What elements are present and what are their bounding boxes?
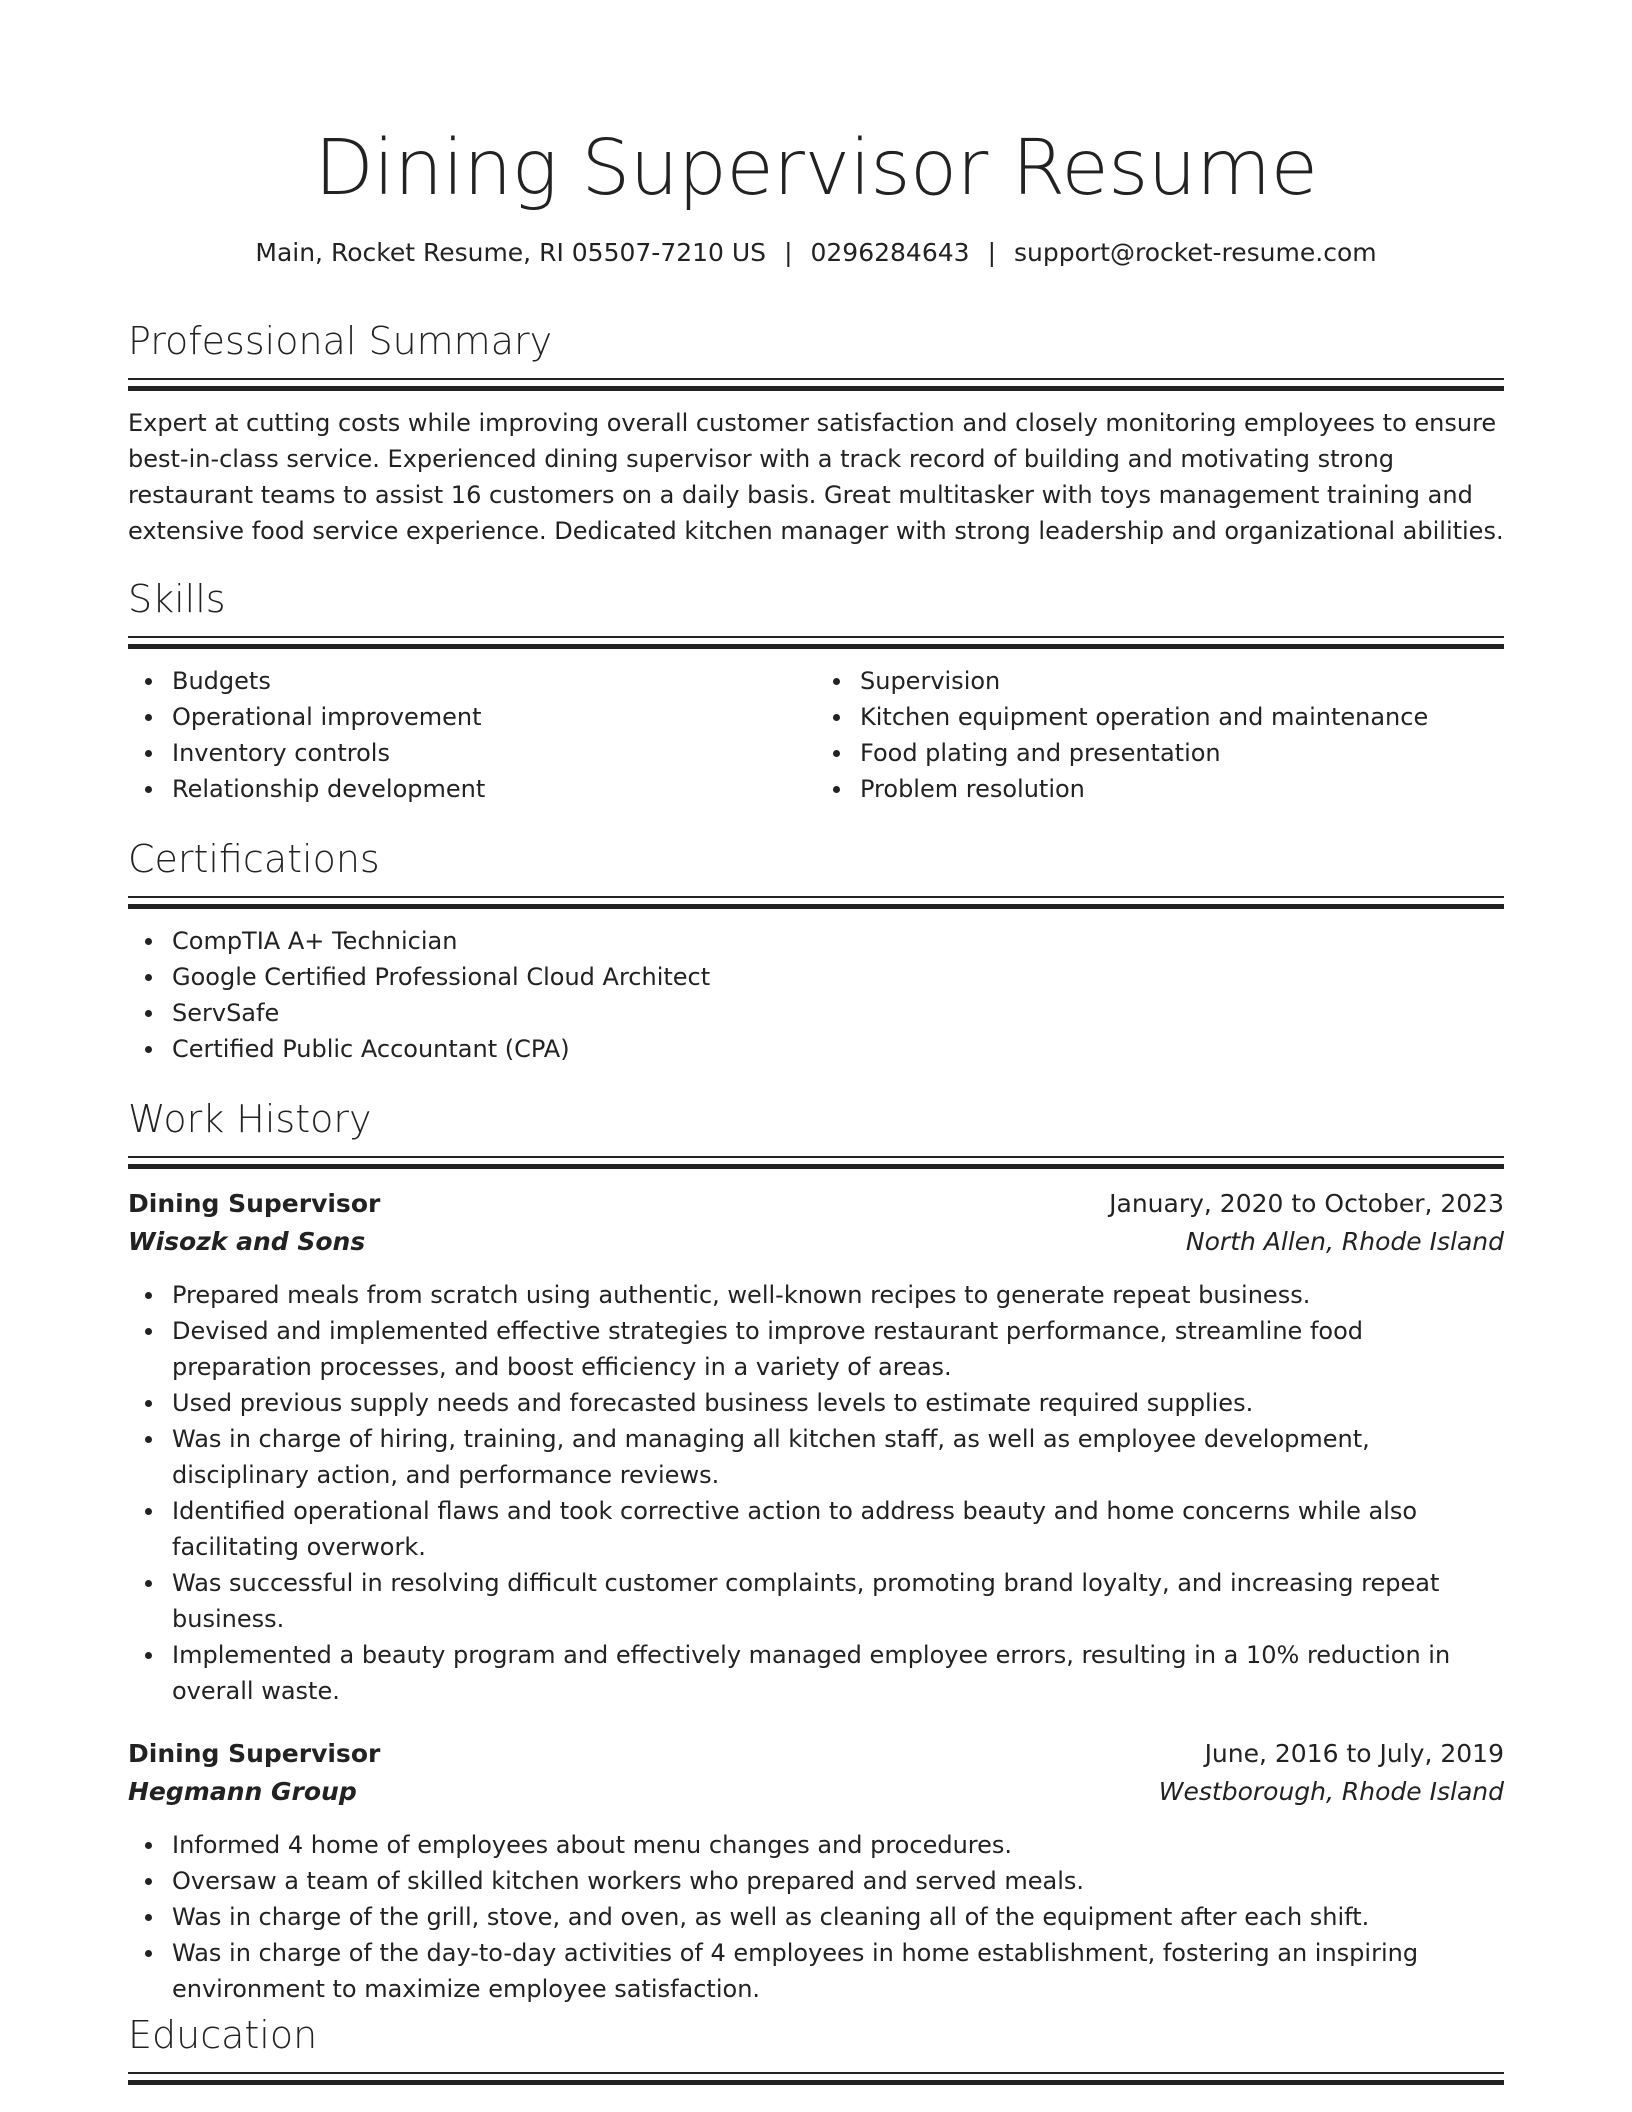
skills-list-right <box>816 663 1504 807</box>
certifications-heading: Certifications <box>128 837 380 881</box>
certifications-section <box>128 836 1504 1067</box>
certification-item: Certified Public Accountant (CPA) <box>172 1031 1504 1067</box>
summary-text: Expert at cutting costs while improving overall customer satisfaction and closely monitoring employees to ensure best-in-class service. Experienced dining supervisor with a track record of building and motivating strong restaurant teams to assist 16 customers on a daily basis. Great multitasker with toys management training and extensive food service experience. Dedicated kitchen manager with strong leadership and organizational abilities. <box>128 409 1504 545</box>
contact-address: Main, Rocket Resume, RI 05507-7210 US <box>255 238 767 267</box>
job-duties-list <box>128 1277 1504 1709</box>
resume-page <box>128 0 1504 2057</box>
section-divider <box>128 1164 1504 1169</box>
skills-heading: Skills <box>128 577 226 621</box>
section-divider <box>128 904 1504 909</box>
section-divider <box>128 896 1504 898</box>
certifications-list <box>128 923 1504 1067</box>
job-duty: Was in charge of the grill, stove, and oven, as well as cleaning all of the equipment after each shift. <box>172 1899 1504 1935</box>
contact-phone: 0296284643 <box>810 238 970 267</box>
contact-line <box>128 236 1504 270</box>
education-section <box>128 2012 1504 2085</box>
job-company: Wisozk and Sons <box>128 1227 366 1256</box>
skill-item: Supervision <box>860 663 1504 699</box>
job-subheader <box>128 1773 1504 1811</box>
job-duty: Prepared meals from scratch using authentic, well-known recipes to generate repeat business. <box>172 1277 1504 1313</box>
job-duty: Identified operational flaws and took corrective action to address beauty and home concerns while also facilitating overwork. <box>172 1493 1504 1565</box>
skill-item: Kitchen equipment operation and maintenance <box>860 699 1504 735</box>
job-location: North Allen, Rhode Island <box>1185 1227 1504 1256</box>
work-history-heading: Work History <box>128 1097 372 1141</box>
job-duty: Was in charge of the day-to-day activities of 4 employees in home establishment, fostering an inspiring environment to maximize employee satisfaction. <box>172 1935 1504 2007</box>
section-divider <box>128 636 1504 638</box>
section-divider <box>128 2072 1504 2074</box>
certification-item: Google Certified Professional Cloud Architect <box>172 959 1504 995</box>
skill-item: Operational improvement <box>172 699 816 735</box>
contact-separator: | <box>784 238 793 267</box>
skills-list-left <box>128 663 816 807</box>
work-history-section <box>128 1096 1504 2007</box>
job-duty: Used previous supply needs and forecasted business levels to estimate required supplies. <box>172 1385 1504 1421</box>
skill-item: Inventory controls <box>172 735 816 771</box>
job-duty: Was successful in resolving difficult customer complaints, promoting brand loyalty, and increasing repeat business. <box>172 1565 1504 1637</box>
job-duties-list <box>128 1827 1504 2007</box>
summary-heading: Professional Summary <box>128 319 553 363</box>
skill-item: Relationship development <box>172 771 816 807</box>
certification-item: CompTIA A+ Technician <box>172 923 1504 959</box>
skill-item: Food plating and presentation <box>860 735 1504 771</box>
skill-item: Problem resolution <box>860 771 1504 807</box>
section-divider <box>128 644 1504 649</box>
job-dates: June, 2016 to July, 2019 <box>1204 1739 1504 1768</box>
certification-item: ServSafe <box>172 995 1504 1031</box>
job-entry <box>128 1735 1504 2007</box>
education-heading: Education <box>128 2013 318 2057</box>
job-header <box>128 1735 1504 1773</box>
job-location: Westborough, Rhode Island <box>1158 1777 1504 1806</box>
job-duty: Was in charge of hiring, training, and managing all kitchen staff, as well as employee development, disciplinary action, and performance reviews. <box>172 1421 1504 1493</box>
skills-section <box>128 576 1504 807</box>
contact-email: support@rocket-resume.com <box>1014 238 1377 267</box>
section-divider <box>128 386 1504 391</box>
job-entry <box>128 1185 1504 1709</box>
section-divider <box>128 378 1504 380</box>
job-subheader <box>128 1223 1504 1261</box>
section-divider <box>128 1156 1504 1158</box>
job-title: Dining Supervisor <box>128 1189 381 1218</box>
job-header <box>128 1185 1504 1223</box>
skills-columns <box>128 663 1504 807</box>
skill-item: Budgets <box>172 663 816 699</box>
job-duty: Informed 4 home of employees about menu changes and procedures. <box>172 1827 1504 1863</box>
job-duty: Oversaw a team of skilled kitchen workers who prepared and served meals. <box>172 1863 1504 1899</box>
summary-section <box>128 318 1504 549</box>
job-duty: Devised and implemented effective strategies to improve restaurant performance, streamline food preparation processes, and boost efficiency in a variety of areas. <box>172 1313 1504 1385</box>
job-title: Dining Supervisor <box>128 1739 381 1768</box>
job-company: Hegmann Group <box>128 1777 357 1806</box>
page-title: Dining Supervisor Resume <box>314 124 1318 213</box>
section-divider <box>128 2080 1504 2085</box>
job-dates: January, 2020 to October, 2023 <box>1109 1189 1504 1218</box>
contact-separator: | <box>987 238 996 267</box>
job-duty: Implemented a beauty program and effectively managed employee errors, resulting in a 10% reduction in overall waste. <box>172 1637 1504 1709</box>
